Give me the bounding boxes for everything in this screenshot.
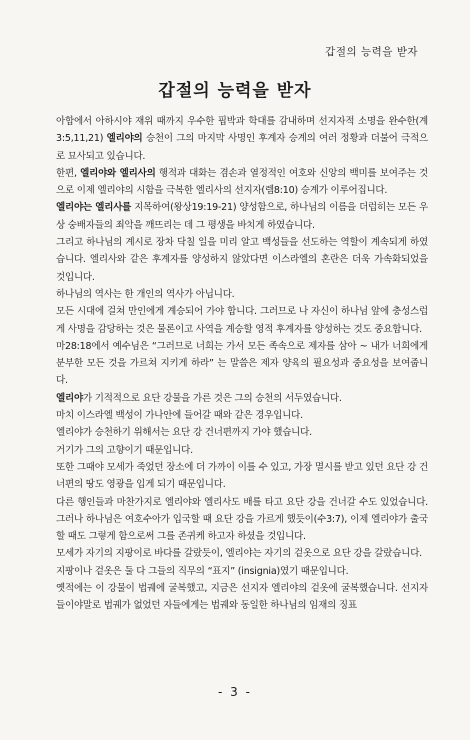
paragraph: [56, 199, 428, 234]
paragraph: [56, 545, 428, 562]
paragraph: [56, 424, 428, 441]
paragraph: [56, 580, 428, 615]
paragraph: [56, 286, 428, 303]
paragraph: [56, 459, 428, 494]
paragraph: [56, 563, 428, 580]
text-run: 아합에서 아하시야 재위 때까지 우수한 핍박과 학대를 감내하며 선지자적 소명을 완수한(계3:5,11,21): [56, 116, 428, 145]
running-head: 갑절의 능력을 받자: [325, 46, 418, 58]
paragraph: [56, 407, 428, 424]
text-run: 가 기적적으로 요단 강물을 가른 것은 그의 승천의 서두였습니다.: [82, 392, 342, 404]
text-run: 모든 시대에 걸쳐 만인에게 계승되어 가야 합니다. 그러므로 나 자신이 하나님 앞에 충성스럽게 사명을 감당하는 것은 물론이고 사역을 계승할 영적 후계자를 양성하는 것도 중요합니다.: [56, 306, 428, 335]
body-text: [56, 113, 428, 615]
text-run: 지팡이나 겉옷은 둘 다 그들의 직무의 “표지” (insignia)였기 때문입니다.: [56, 565, 349, 577]
text-run: 옛적에는 이 강물이 법궤에 굴복했고, 지금은 선지자 엘리야의 겉옷에 굴복했습니다. 선지자들이야말로 법궤가 없었던 자들에게는 법궤와 동일한 하나님의 임재의 징표: [56, 583, 428, 612]
text-run: 또한 그때야 모세가 죽었던 장소에 더 가까이 이를 수 있고, 가장 멸시를 받고 있던 요단 강 건너편의 땅도 영광을 입게 되기 때문입니다.: [56, 461, 428, 491]
bold-text-run: 엘리야는 엘리사를: [56, 202, 132, 214]
text-run: 지목하여(왕상19:19-21) 양성함으로, 하나님의 이름을 더럽히는 모든 우상 숭배자들의 죄악을 깨뜨리는 데 그 평생을 바치게 하였습니다.: [56, 202, 428, 231]
bold-text-run: 엘리야: [56, 392, 83, 404]
paragraph: [56, 165, 428, 200]
paragraph: [56, 234, 428, 286]
text-run: 다른 행인들과 마찬가지로 엘리야와 엘리사도 배를 타고 요단 강을 건너갈 수도 있었습니다. 그러나 하나님은 여호수아가 입국할 때 요단 강을 가르게 했듯이(수3:7), 이제 엘리야가 출국할 때도 그렇게 함으로써 그를 존귀케 하고자 하셨을 것입니다.: [56, 496, 428, 543]
bold-text-run: 엘리야의: [106, 133, 143, 145]
text-run: 모세가 자기의 지팡이로 바다를 갈랐듯이, 엘리야는 자기의 겉옷으로 요단 강을 갈랐습니다.: [56, 548, 422, 560]
paragraph: [56, 303, 428, 338]
paragraph: [56, 442, 428, 459]
text-run: 거기가 그의 고향이기 때문입니다.: [56, 444, 193, 456]
text-run: 마치 이스라엘 백성이 가나안에 들어갈 때와 같은 경우입니다.: [56, 410, 303, 422]
paragraph: [56, 494, 428, 546]
paragraph: [56, 113, 428, 165]
text-run: 하나님의 역사는 한 개인의 역사가 아닙니다.: [56, 288, 235, 300]
paragraph: [56, 390, 428, 407]
bold-text-run: 엘리야와 엘리사의: [80, 167, 156, 179]
text-run: 승천이 그의 마지막 사명인 후계자 승계의 여러 정황과 더불어 극적으로 묘사되고 있습니다.: [56, 133, 428, 162]
paragraph: [56, 338, 428, 390]
text-run: 마28:18에서 예수님은 “그러므로 너희는 가서 모든 족속으로 제자를 삼아 ~ 내가 너희에게 분부한 모든 것을 가르쳐 지키게 하라” 는 말씀은 제자 양육의 필요성과 중요성을 보여줍니다.: [56, 340, 428, 387]
text-run: 그리고 하나님의 계시로 장차 닥칠 일을 미리 알고 백성들을 선도하는 역할이 계속되게 하였습니다. 엘리사와 같은 후계자를 양성하지 않았다면 이스라엘의 혼란은 더욱 가속화되었을 것입니다.: [56, 237, 428, 283]
text-run: 엘리야가 승천하기 위해서는 요단 강 건너편까지 가야 했습니다.: [56, 427, 312, 439]
page-number: - 3 -: [218, 685, 252, 699]
text-run: 행적과 대화는 겸손과 열정적인 여호와 신앙의 백미를 보여주는 것으로 이제 엘리야의 시함을 극복한 엘리사의 선지자(렘8:10) 승계가 이루어집니다.: [56, 167, 429, 197]
page-title: 갑절의 능력을 받자: [158, 81, 312, 101]
text-run: 한편,: [56, 167, 81, 179]
